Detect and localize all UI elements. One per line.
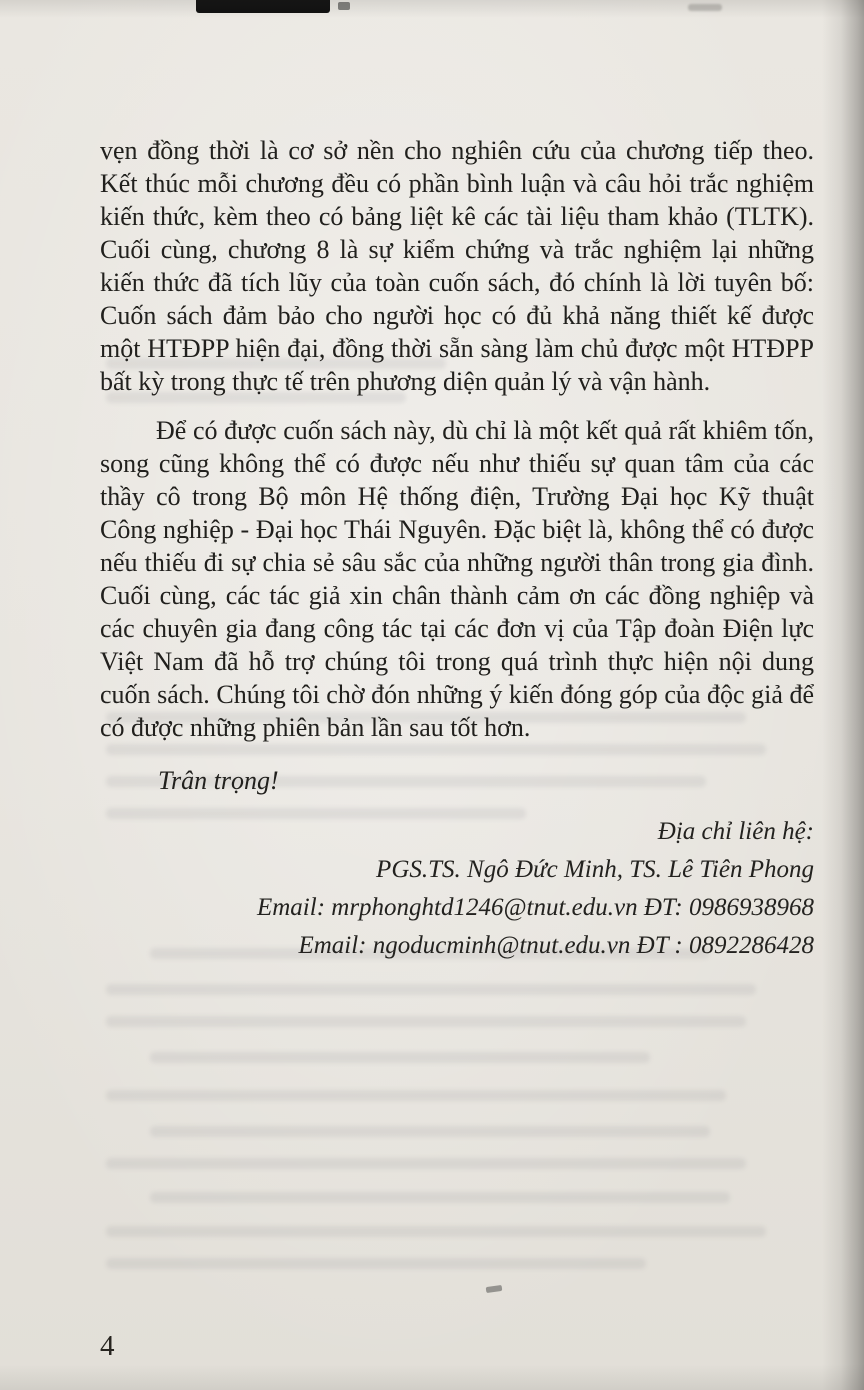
scan-artifact-smudge (338, 2, 350, 10)
body-paragraph: Để có được cuốn sách này, dù chỉ là một kết quả rất khiêm tốn, song cũng không thể có được nếu như thiếu sự quan tâm của các thầy cô trong Bộ môn Hệ thống điện, Trường Đại học Kỹ thuật Công nghiệp - Đại học Thái Nguyên. Đặc biệt là, không thể có được nếu thiếu đi sự chia sẻ sâu sắc của những người thân trong gia đình. Cuối cùng, các tác giả xin chân thành cảm ơn các đồng nghiệp và các chuyên gia đang công tác tại các đơn vị của Tập đoàn Điện lực Việt Nam đã hỗ trợ chúng tôi trong quá trình thực hiện nội dung cuốn sách. Chúng tôi chờ đón những ý kiến đóng góp của độc giả để có được những phiên bản lần sau tốt hơn. (100, 416, 814, 742)
bleed-through-line (150, 1052, 650, 1063)
scan-artifact-smudge (486, 1285, 503, 1293)
page-edge-shadow-bottom (0, 1364, 864, 1390)
bleed-through-line (106, 1226, 766, 1237)
scan-artifact-black-bar (196, 0, 330, 13)
contact-block (100, 813, 814, 965)
contact-email-1: Email: mrphonghtd1246@tnut.edu.vn ĐT: 0986938968 (256, 894, 814, 921)
bleed-through-line (150, 1126, 710, 1137)
text-column (100, 134, 814, 965)
contact-heading: Địa chỉ liên hệ: (657, 818, 814, 845)
bleed-through-line (106, 1158, 746, 1169)
page-edge-shadow-top (0, 0, 864, 18)
bleed-through-line (106, 1090, 726, 1101)
bleed-through-line (106, 1258, 646, 1269)
page-number: 4 (100, 1330, 115, 1362)
bleed-through-line (106, 1016, 746, 1027)
contact-authors: PGS.TS. Ngô Đức Minh, TS. Lê Tiên Phong (376, 856, 814, 883)
contact-email-2: Email: ngoducminh@tnut.edu.vn ĐT : 0892286428 (298, 932, 814, 959)
scan-artifact-smudge (688, 4, 722, 11)
closing-salutation: Trân trọng! (158, 766, 279, 795)
body-paragraph: vẹn đồng thời là cơ sở nền cho nghiên cứu của chương tiếp theo. Kết thúc mỗi chương đều có phần bình luận và câu hỏi trắc nghiệm kiến thức, kèm theo có bảng liệt kê các tài liệu tham khảo (TLTK). Cuối cùng, chương 8 là sự kiểm chứng và trắc nghiệm lại những kiến thức đã tích lũy của toàn cuốn sách, đó chính là lời tuyên bố: Cuốn sách đảm bảo cho người học có đủ khả năng thiết kế được một HTĐPP hiện đại, đồng thời sẵn sàng làm chủ được một HTĐPP bất kỳ trong thực tế trên phương diện quản lý và vận hành. (100, 136, 814, 396)
bleed-through-line (106, 984, 756, 995)
bleed-through-line (150, 1192, 730, 1203)
page-edge-shadow-right (822, 0, 864, 1390)
